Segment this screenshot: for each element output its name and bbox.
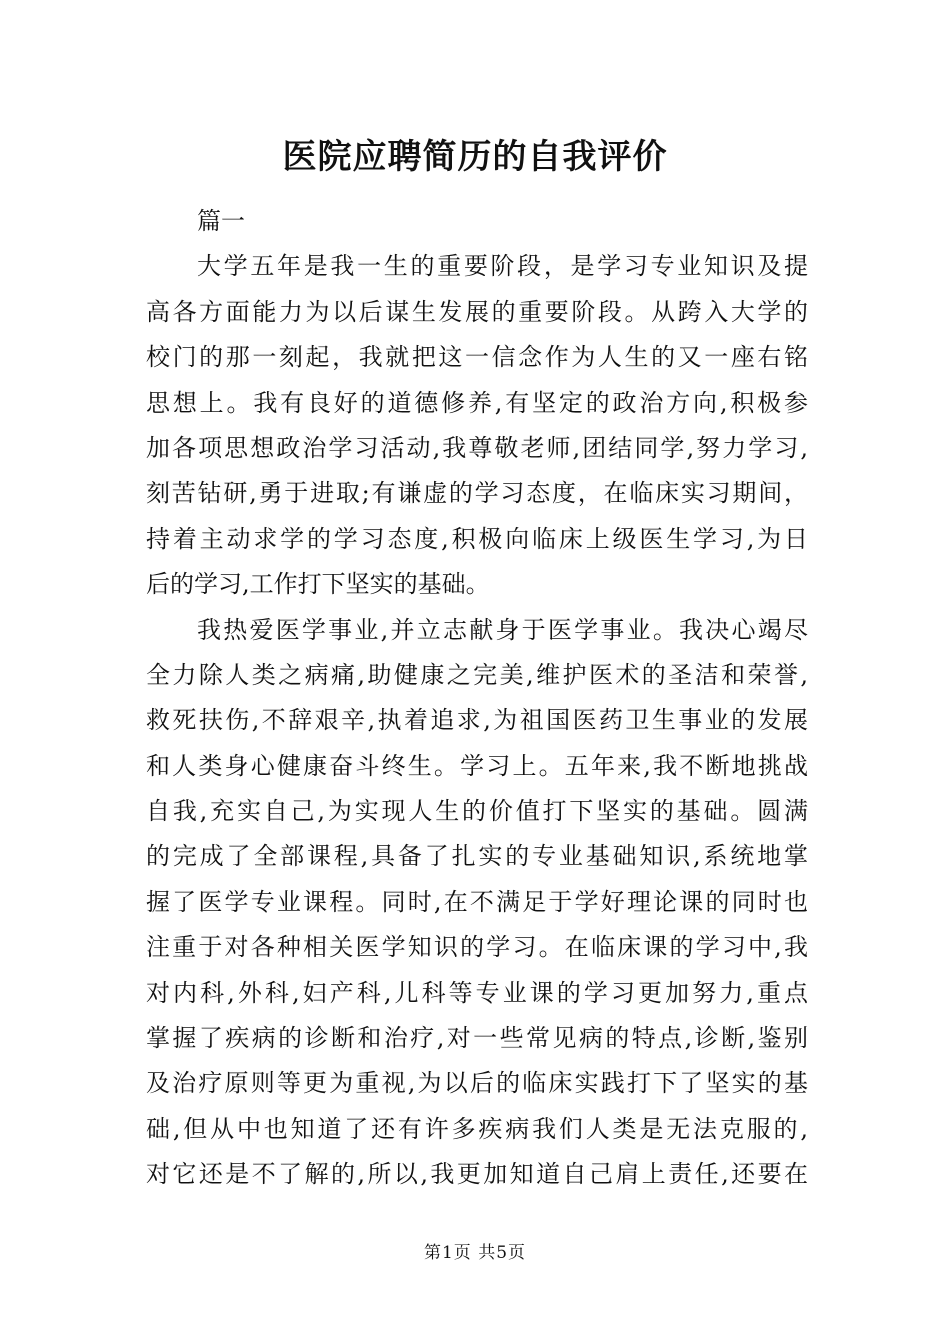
paragraph-line: 对内科,外科,妇产科,儿科等专业课的学习更加努力,重点 [146, 978, 808, 1007]
paragraph-line: 对它还是不了解的,所以,我更加知道自己肩上责任,还要在 [146, 1160, 808, 1189]
paragraph-line: 注重于对各种相关医学知识的学习。在临床课的学习中,我 [146, 933, 808, 962]
paragraph-line: 持着主动求学的学习态度,积极向临床上级医生学习,为日 [146, 524, 808, 553]
paragraph-line: 思想上。我有良好的道德修养,有坚定的政治方向,积极参 [146, 388, 808, 417]
paragraph-line: 我热爱医学事业,并立志献身于医学事业。我决心竭尽 [197, 615, 808, 644]
paragraph-line: 大学五年是我一生的重要阶段，是学习专业知识及提 [197, 252, 808, 281]
paragraph-line: 救死扶伤,不辞艰辛,执着追求,为祖国医药卫生事业的发展 [146, 706, 808, 735]
paragraph-line: 高各方面能力为以后谋生发展的重要阶段。从跨入大学的 [146, 297, 808, 326]
paragraph-line: 后的学习,工作打下坚实的基础。 [146, 570, 490, 599]
document-body [146, 199, 808, 1198]
paragraph-line: 校门的那一刻起，我就把这一信念作为人生的又一座右铭 [146, 343, 808, 372]
paragraph-line: 刻苦钻研,勇于进取;有谦虚的学习态度，在临床实习期间， [146, 479, 808, 508]
paragraph-line: 及治疗原则等更为重视,为以后的临床实践打下了坚实的基 [146, 1069, 808, 1098]
document-title: 医院应聘简历的自我评价 [282, 137, 668, 177]
paragraph-line: 础,但从中也知道了还有许多疾病我们人类是无法克服的, [146, 1114, 808, 1143]
page-footer: 第1页 共5页 [423, 1243, 527, 1263]
paragraph-line: 自我,充实自己,为实现人生的价值打下坚实的基础。圆满 [146, 797, 808, 826]
section-label: 篇一 [197, 207, 245, 235]
paragraph-line: 和人类身心健康奋斗终生。学习上。五年来,我不断地挑战 [146, 751, 808, 780]
paragraph-line: 握了医学专业课程。同时,在不满足于学好理论课的同时也 [146, 887, 808, 916]
paragraph-line: 掌握了疾病的诊断和治疗,对一些常见病的特点,诊断,鉴别 [146, 1024, 808, 1053]
paragraph-line: 全力除人类之病痛,助健康之完美,维护医术的圣洁和荣誉, [146, 660, 808, 689]
paragraph-line: 的完成了全部课程,具备了扎实的专业基础知识,系统地掌 [146, 842, 808, 871]
paragraph-line: 加各项思想政治学习活动,我尊敬老师,团结同学,努力学习, [146, 433, 808, 462]
